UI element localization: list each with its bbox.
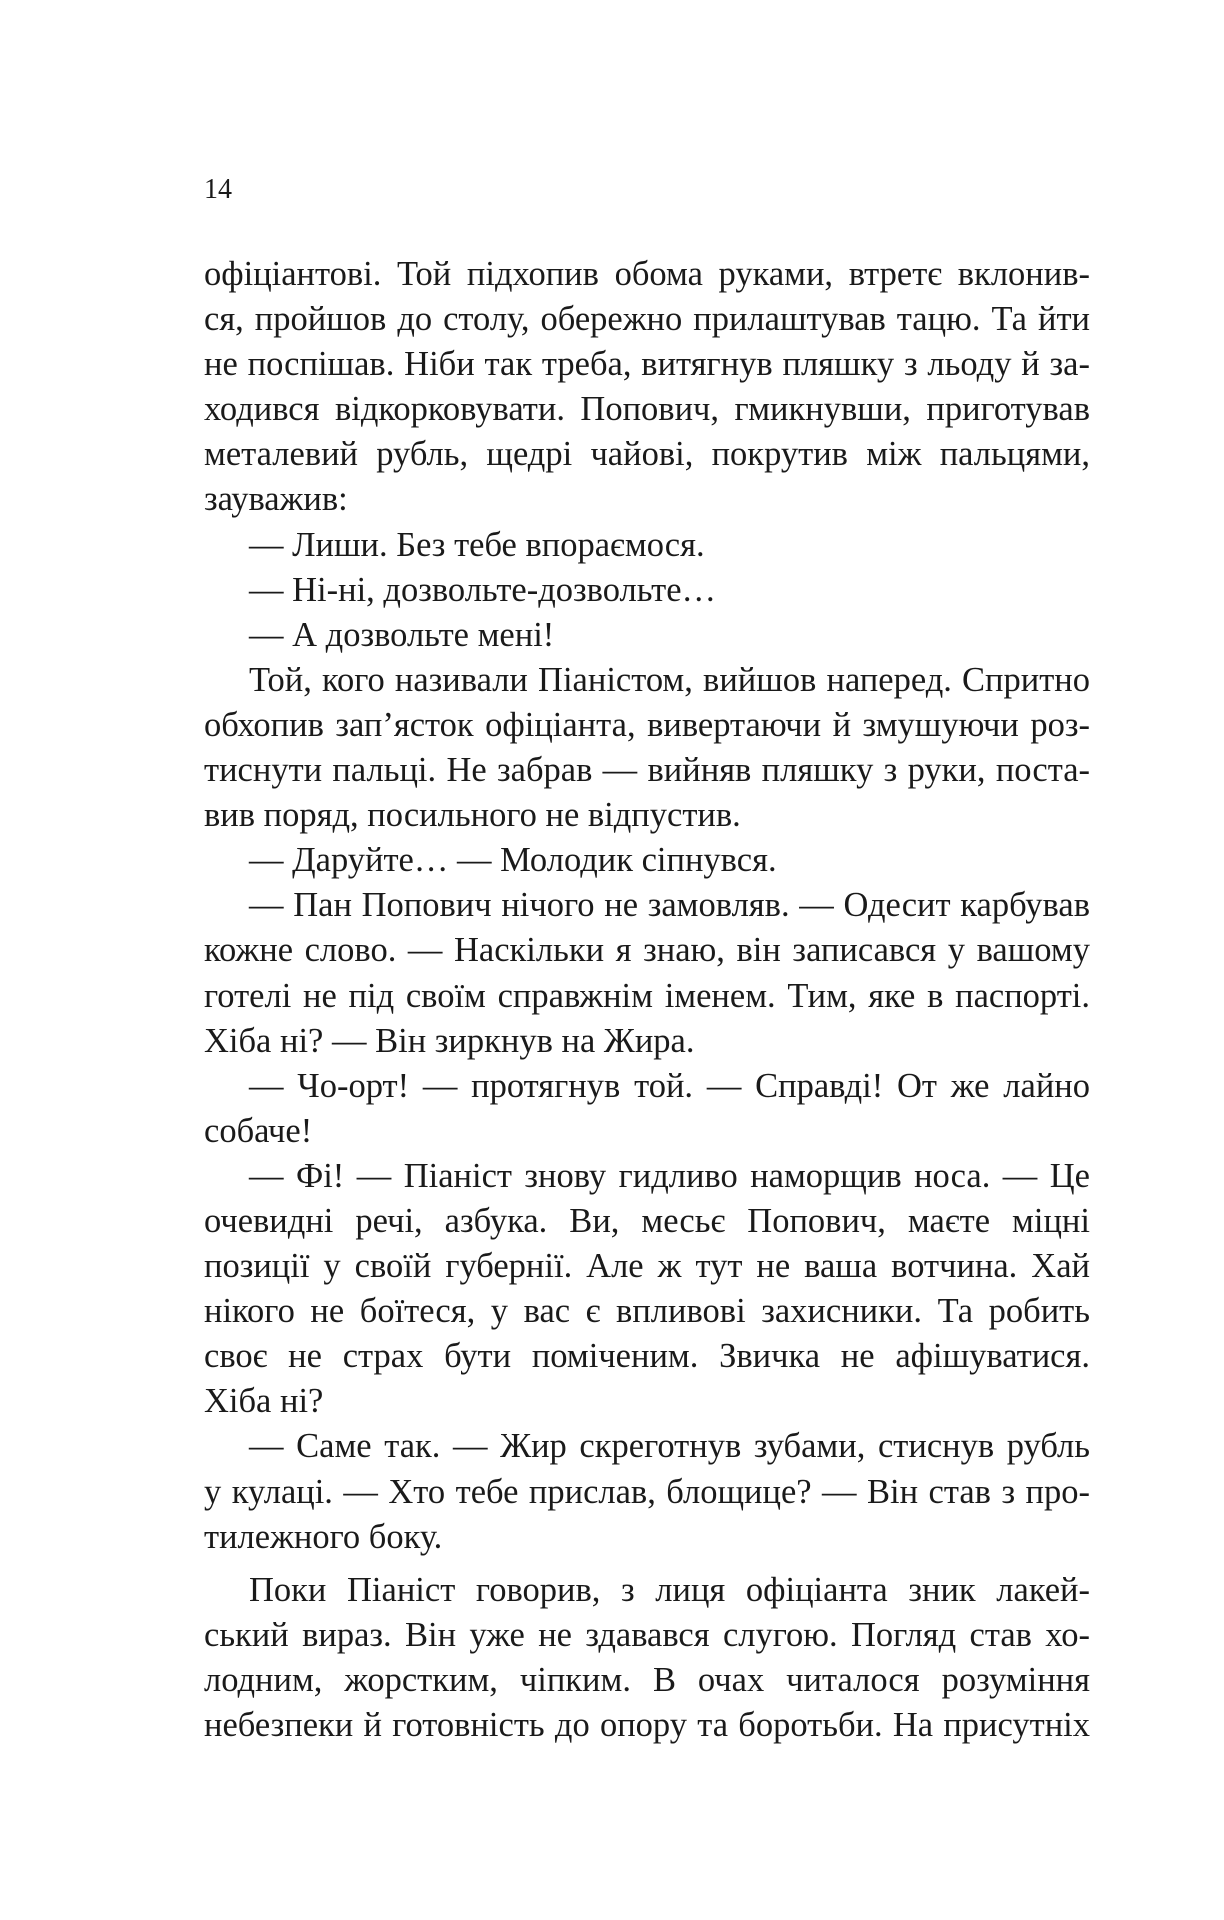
body-text [204,252,1090,1748]
text-line: готелі не під своїм справжнім іменем. Тим, яке в паспорті. [204,976,1090,1015]
paragraph-first-line: Той, кого називали Піаністом, вийшов наперед. Спритно [249,660,1090,699]
dialogue-line: — Даруйте… — Молодик сіпнувся. [249,841,777,880]
text-line: обхопив зап’ясток офіціанта, вивертаючи й змушуючи роз- [204,705,1090,744]
text-line: ходився відкорковувати. Попович, гмикнувши, приготував [204,390,1090,429]
page-number: 14 [204,174,232,205]
text-line: вив поряд, посильного не відпустив. [204,796,741,835]
text-line: тилежного боку. [204,1517,443,1556]
dialogue-line: — Фі! — Піаніст знову гидливо наморщив носа. — Це [249,1156,1090,1195]
text-line: очевидні речі, азбука. Ви, месьє Попович, маєте міцні [204,1201,1090,1240]
text-line: небезпеки й готовність до опору та боротьби. На присутніх [204,1706,1090,1744]
paragraph-first-line: Поки Піаніст говорив, з лиця офіціанта зник лакей- [249,1570,1090,1609]
text-line: собаче! [204,1111,313,1150]
text-line: металевий рубль, щедрі чайові, покрутив між пальцями, [204,435,1090,474]
text-line: ся, пройшов до столу, обережно прилаштував тацю. Та йти [204,300,1090,339]
text-line: зауважив: [204,480,348,519]
text-line: позиції у своїй губернії. Але ж тут не ваша вотчина. Хай [204,1247,1090,1286]
text-line: офіціантові. Той підхопив обома руками, втретє вклонив- [204,255,1090,293]
text-line: своє не страх бути поміченим. Звичка не афішуватися. [204,1337,1090,1376]
text-line: Хіба ні? [204,1382,324,1421]
text-line: ський вираз. Він уже не здавався слугою. Погляд став хо- [204,1615,1090,1654]
paragraph-gap [204,1560,1090,1568]
dialogue-line: — Саме так. — Жир скреготнув зубами, стиснув рубль [249,1427,1090,1466]
dialogue-line: — Чо-орт! — протягнув той. — Справді! От же лайно [249,1066,1090,1105]
dialogue-line: — Лиши. Без тебе впораємося. [249,525,705,564]
dialogue-line: — Ні-ні, дозвольте-дозвольте… [249,570,717,609]
dialogue-line: — А дозвольте мені! [249,615,555,654]
text-line: тиснути пальці. Не забрав — вийняв пляшку з руки, поста- [204,751,1090,790]
text-line: Хіба ні? — Він зиркнув на Жира. [204,1021,695,1060]
text-line: кожне слово. — Наскільки я знаю, він записався у вашому [204,931,1090,970]
text-line: нікого не боїтеся, у вас є впливові захисники. Та робить [204,1292,1090,1331]
text-line: не поспішав. Ніби так треба, витягнув пляшку з льоду й за- [204,345,1090,384]
text-line: у кулаці. — Хто тебе прислав, блощице? — Він став з про- [204,1472,1090,1511]
dialogue-line: — Пан Попович нічого не замовляв. — Одесит карбував [249,886,1090,925]
text-line: лодним, жорстким, чіпким. В очах читалося розуміння [204,1660,1090,1699]
